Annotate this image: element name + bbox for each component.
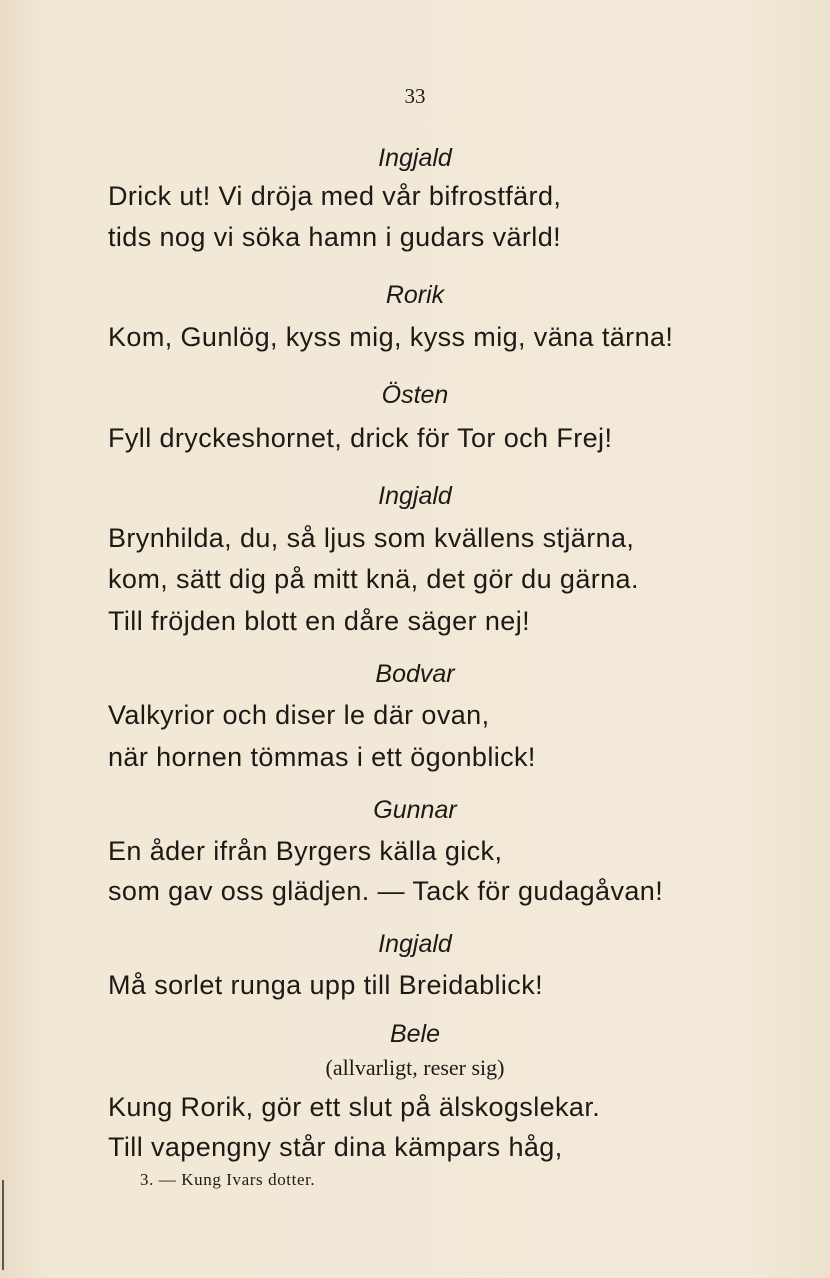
verse-line: Må sorlet runga upp till Breidablick!: [108, 970, 544, 1000]
speaker-name: Gunnar: [373, 796, 457, 824]
verse-line: kom, sätt dig på mitt knä, det gör du gärna.: [108, 564, 639, 594]
speaker-name: Bodvar: [375, 660, 455, 688]
verse-line: Till fröjden blott en dåre säger nej!: [108, 606, 531, 636]
verse-line: när hornen tömmas i ett ögonblick!: [108, 742, 536, 772]
signature-footer: 3. — Kung Ivars dotter.: [140, 1170, 316, 1189]
speaker-name: Ingjald: [378, 144, 452, 172]
verse-line: som gav oss glädjen. — Tack för gudagåvan!: [108, 876, 664, 906]
speaker-name: Bele: [389, 1020, 441, 1048]
stage-direction: (allvarligt, reser sig): [325, 1055, 505, 1080]
verse-line: Kom, Gunlög, kyss mig, kyss mig, väna tärna!: [108, 322, 674, 352]
verse-line: Brynhilda, du, så ljus som kvällens stjärna,: [108, 523, 635, 553]
verse-line: Till vapengny står dina kämpars håg,: [108, 1132, 563, 1162]
speaker-name: Ingjald: [378, 482, 452, 510]
verse-line: Drick ut! Vi dröja med vår bifrostfärd,: [108, 181, 562, 211]
page-number: 33: [404, 84, 426, 108]
speaker-name: Ingjald: [378, 930, 452, 958]
page-edge-line: [2, 1180, 4, 1270]
verse-line: Fyll dryckeshornet, drick för Tor och Frej!: [108, 423, 613, 453]
verse-line: Kung Rorik, gör ett slut på älskogslekar.: [108, 1092, 601, 1122]
speaker-name: Östen: [381, 381, 449, 409]
speaker-name: Rorik: [385, 281, 445, 309]
verse-line: tids nog vi söka hamn i gudars värld!: [108, 222, 562, 252]
verse-line: Valkyrior och diser le där ovan,: [108, 700, 490, 730]
verse-line: En åder ifrån Byrgers källa gick,: [108, 836, 503, 866]
